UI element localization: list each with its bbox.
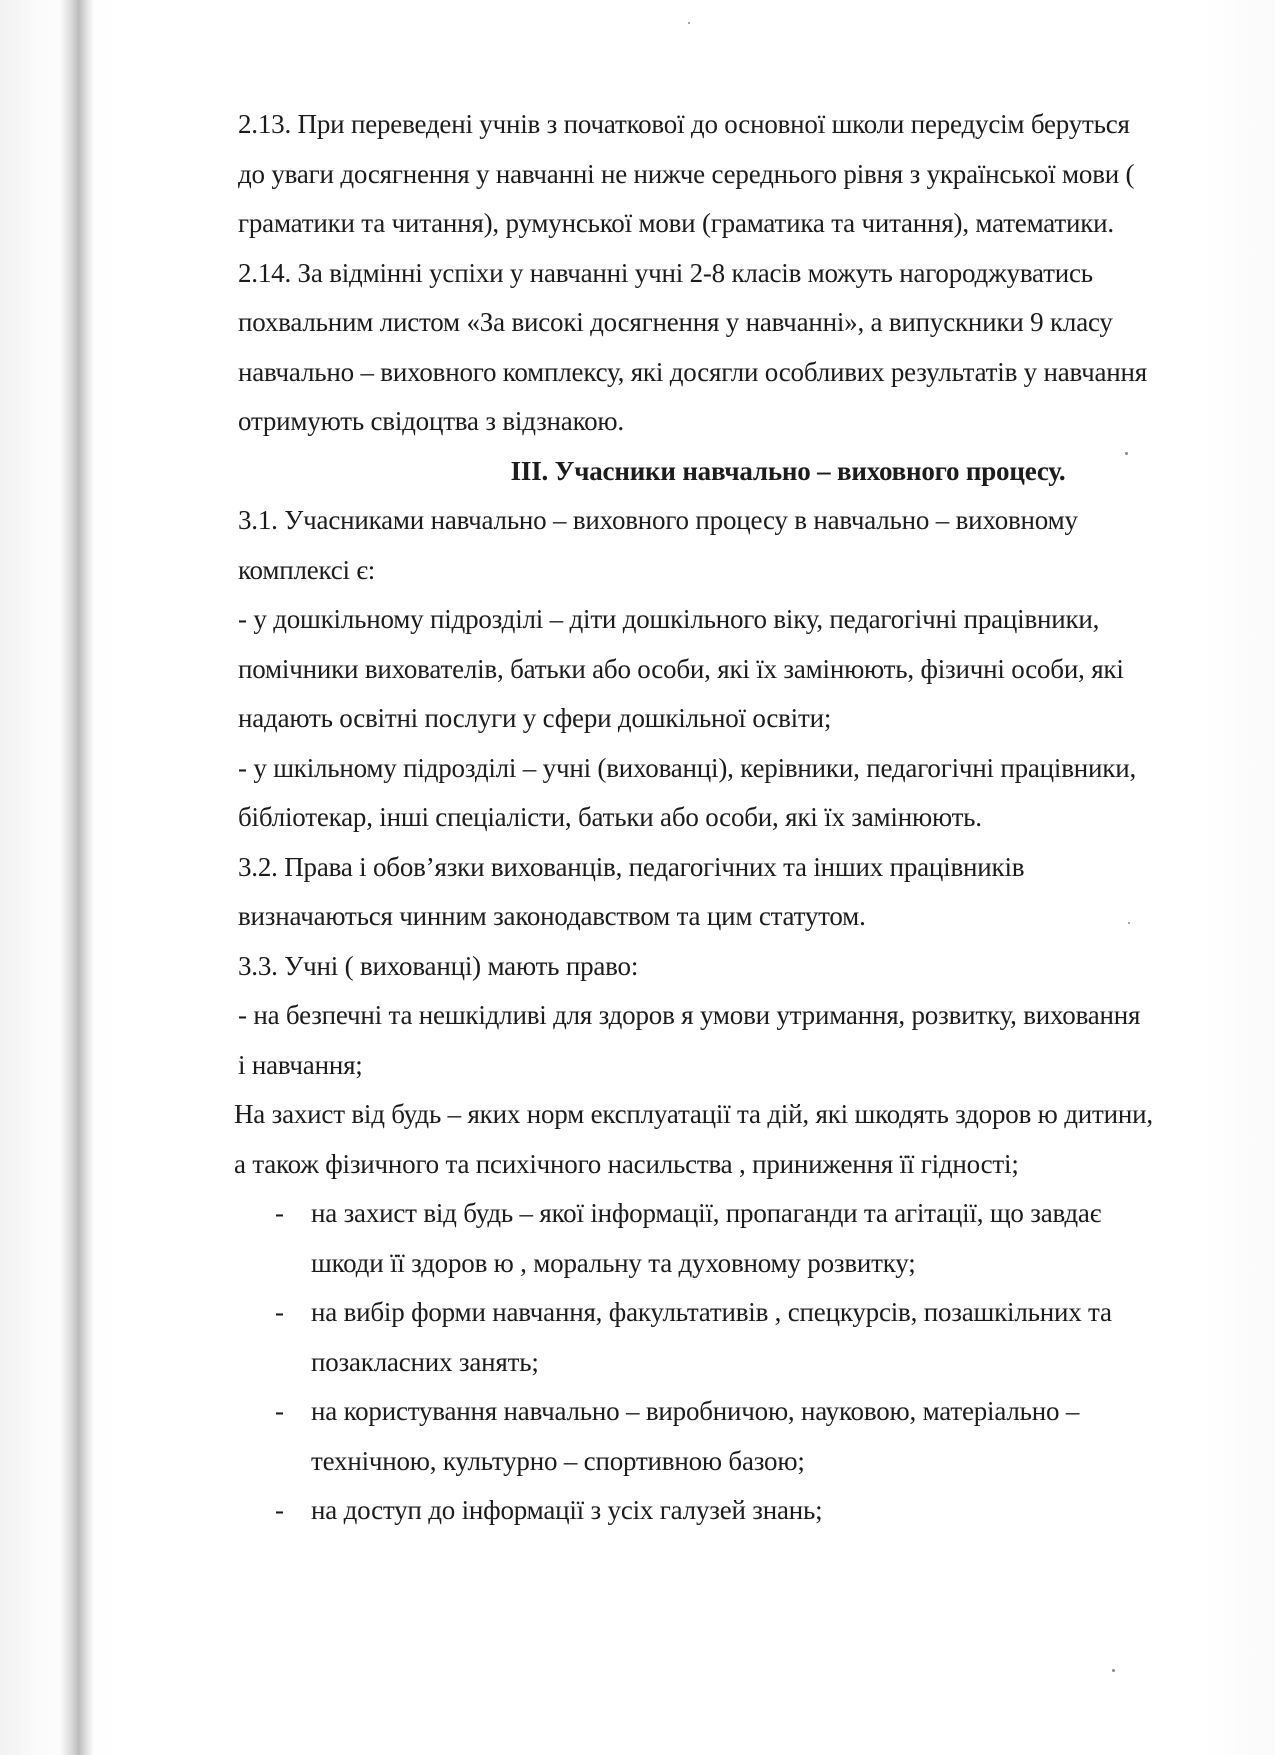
text-line: шкоди її здоров ю , моральну та духовному розвитку; (311, 1247, 916, 1278)
text-line: комплексі є: (238, 554, 376, 585)
school-participants (238, 744, 1268, 843)
section-heading: ІІІ. Учасники навчально – виховного процесу. (510, 455, 1066, 486)
right-protection (234, 1090, 1268, 1189)
list-item (238, 1387, 1268, 1486)
bullet-dash: - (275, 1297, 284, 1327)
preschool-participants (238, 595, 1268, 744)
list-item (238, 1288, 1268, 1387)
list-item (238, 1486, 1268, 1536)
text-line: на доступ до інформації з усіх галузей знань; (311, 1495, 823, 1525)
text-line: 3.3. Учні ( вихованці) мають право: (238, 950, 639, 981)
paragraph-2-14 (238, 249, 1268, 447)
text-line: бібліотекар, інші спеціалісти, батьки або особи, які їх замінюють. (238, 802, 982, 832)
right-safe-conditions (238, 991, 1268, 1090)
text-line: помічники вихователів, батьки або особи, які їх замінюють, фізичні особи, які (238, 653, 1124, 684)
text-line: технічною, культурно – спортивною базою; (311, 1445, 805, 1476)
text-line: на вибір форми навчання, факультативів , спецкурсів, позашкільних та (311, 1297, 1112, 1327)
paragraph-3-2 (238, 843, 1268, 942)
text-line: надають освітні послуги у сфери дошкільної освіти; (238, 703, 832, 733)
list-item (238, 1189, 1268, 1288)
text-line: отримують свідоцтва з відзнакою. (238, 406, 624, 436)
text-line: на захист від будь – якої інформації, пропаганди та агітації, що завдає (311, 1198, 1102, 1228)
text-line: 3.2. Права і обов’язки вихованців, педагогічних та інших працівників (238, 851, 1025, 882)
text-line: похвальним листом «За високі досягнення у навчанні», а випускники 9 класу (238, 307, 1113, 337)
text-line: а також фізичного та психічного насильства , приниження її гідності; (234, 1148, 1019, 1179)
text-line: - на безпечні та нешкідливі для здоров я умови утримання, розвитку, виховання (238, 1000, 1141, 1030)
bullet-dash: - (275, 1198, 284, 1228)
text-line: навчально – виховного комплексу, які досягли особливих результатів у навчання (238, 356, 1147, 387)
bullet-dash: - (275, 1495, 284, 1525)
text-line: - у дошкільному підрозділі – діти дошкільного віку, педагогічні працівники, (238, 604, 1100, 634)
text-line: на користування навчально – виробничою, науковою, матеріально – (311, 1396, 1080, 1426)
paragraph-2-13 (238, 100, 1268, 249)
text-line: 2.14. За відмінні успіхи у навчанні учні 2-8 класів можуть нагороджуватись (238, 257, 1093, 288)
scan-binding-shadow (60, 0, 94, 1755)
text-line: 2.13. При переведені учнів з початкової до основної школи передусім беруться (238, 109, 1130, 139)
text-line: визначаються чинним законодавством та цим статутом. (238, 901, 866, 931)
bullet-dash: - (275, 1396, 284, 1426)
paragraph-3-1 (238, 496, 1268, 595)
text-line: позакласних занять; (311, 1346, 539, 1377)
text-line: і навчання; (238, 1049, 363, 1080)
text-line: - у шкільному підрозділі – учні (вихованці), керівники, педагогічні працівники, (238, 752, 1136, 783)
rights-bullet-list (238, 1189, 1268, 1536)
text-line: На захист від будь – яких норм експлуатації та дій, які шкодять здоров ю дитини, (234, 1099, 1153, 1129)
document-body (234, 100, 1268, 1536)
scan-speck (1112, 1669, 1115, 1672)
text-line: граматики та читання), румунської мови (граматика та читання), математики. (238, 208, 1114, 238)
scan-speck (688, 22, 690, 24)
text-line: до уваги досягнення у навчанні не нижче середнього рівня з української мови ( (238, 158, 1135, 189)
paragraph-3-3 (238, 942, 1268, 992)
text-line: 3.1. Учасниками навчально – виховного процесу в навчально – виховному (238, 505, 1078, 535)
